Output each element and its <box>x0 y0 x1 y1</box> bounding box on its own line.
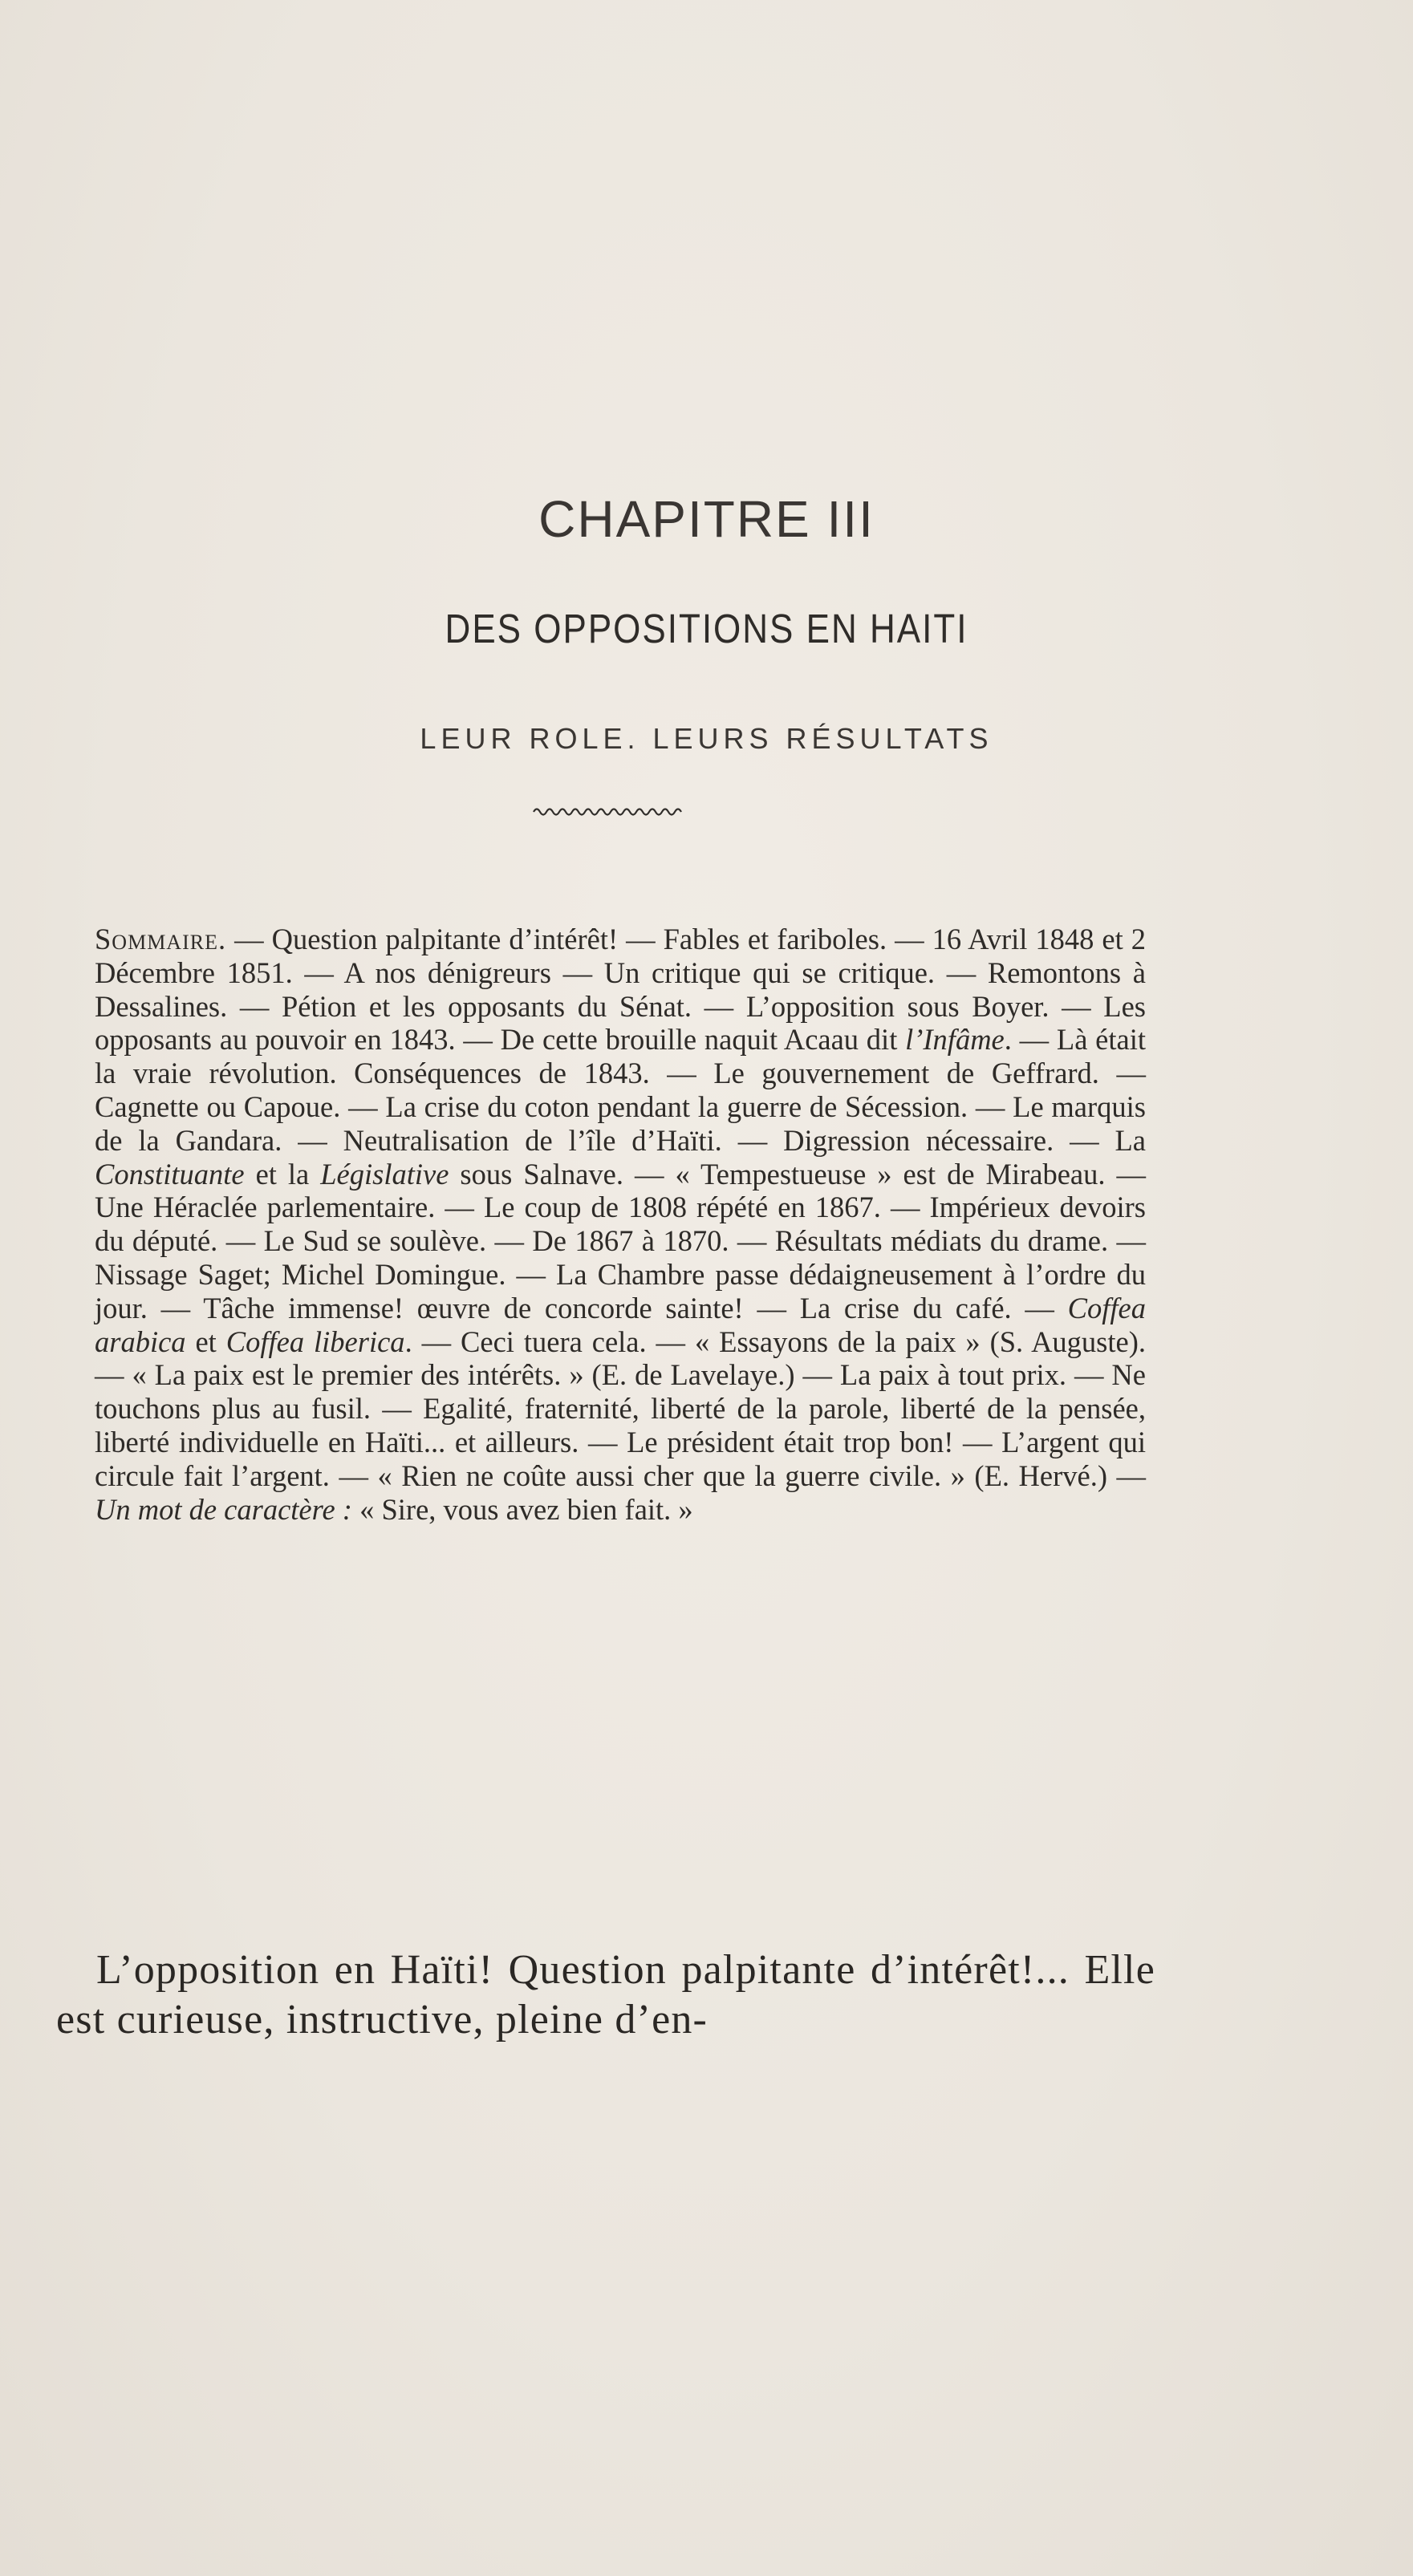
summary-segment: « Sire, vous avez bien fait. » <box>351 1492 693 1526</box>
summary-segment: . — Ceci tuera cela. — « Essayons de la paix » (S. Auguste). — « La paix est le premier des intérêts. » (E. de Lavelaye.) — La paix à tout prix. — Ne touchons plus au fusil. — Egalité, fraternité, liberté de la parole, liberté de la pensée, liberté individuelle en Haïti... et ailleurs. — Le président était trop bon! — L’argent qui circule fait l’argent. — « Rien ne coûte aussi cher que la guerre civile. » (E. Hervé.) — <box>95 1325 1147 1492</box>
summary-segment: et <box>185 1325 226 1358</box>
chapter-number: CHAPITRE III <box>538 490 875 548</box>
chapter-subtitle: LEUR ROLE. LEURS RÉSULTATS <box>420 722 993 755</box>
summary-segment: sous Salnave. — « Tempestueuse » est de Mirabeau. — Une Héraclée parlementaire. — Le coup de 1808 répété en 1867. — Impérieux devoirs du député. — Le Sud se soulève. — De 1867 à 1870. — Résultats médiats du drame. — Nissage Saget; Michel Domingue. — La Chambre passe dédaigneusement à l’ordre du jour. — Tâche immense! œuvre de concorde sainte! — La crise du café. — <box>95 1157 1146 1325</box>
wavy-divider-ornament <box>530 804 690 820</box>
summary-italic-segment: Un mot de caractère : <box>95 1492 352 1526</box>
summary-italic-segment: Coffea liberica <box>225 1325 405 1358</box>
summary-italic-segment: Législative <box>320 1157 449 1191</box>
summary-segment: . — Là était la vraie révolution. Conséquences de 1843. — Le gouvernement de Geffrard. — Cagnette ou Capoue. — La crise du coton pendant la guerre de Sécession. — Le marquis de la Gandara. — Neutralisation de l’île d’Haïti. — Digression nécessaire. — La <box>95 1023 1146 1157</box>
summary-segment: et la <box>244 1157 321 1191</box>
summary-italic-segment: Constituante <box>95 1157 245 1191</box>
summary-lead-word: Sommaire. <box>95 923 227 955</box>
summary-text <box>95 923 1146 1526</box>
summary-italic-segment: Coffea arabica <box>95 1291 1146 1358</box>
chapter-summary <box>95 923 1146 1526</box>
summary-segment: — Question palpitante d’intérêt! — Fables et fariboles. — 16 Avril 1848 et 2 Décembre 1851. — A nos dénigreurs — Un critique qui se critique. — Remontons à Dessalines. — Pétion et les opposants du Sénat. — L’opposition sous Boyer. — Les opposants au pouvoir en 1843. — De cette brouille naquit Acaau dit <box>95 923 1146 1057</box>
summary-italic-segment: l’Infâme <box>905 1023 1005 1057</box>
body-paragraph: L’opposition en Haïti! Question palpitante d’intérêt!... Elle est curieuse, instructive, pleine d’en- <box>56 1947 1155 2043</box>
chapter-title: DES OPPOSITIONS EN HAITI <box>445 606 968 652</box>
